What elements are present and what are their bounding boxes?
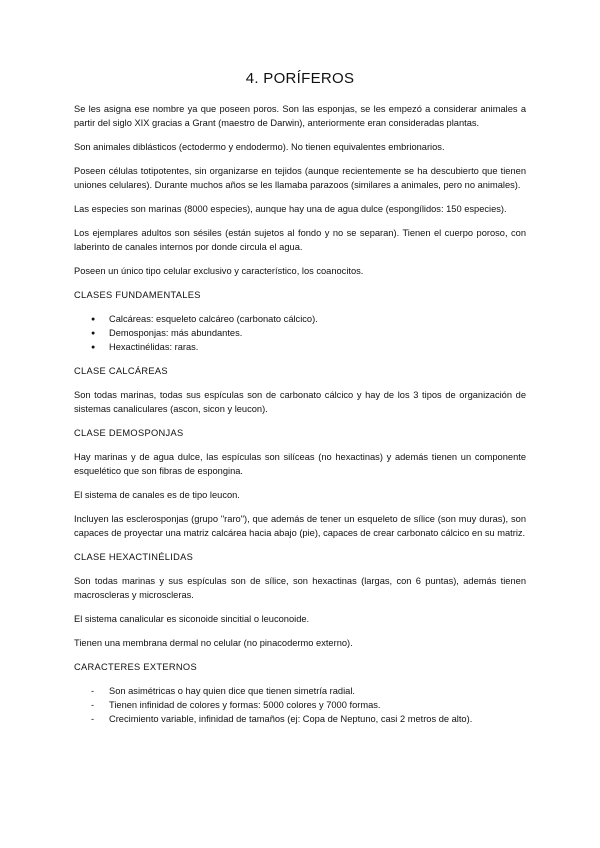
paragraph-demosponjas: Hay marinas y de agua dulce, las espículas son silíceas (no hexactinas) y además tienen un componente esquelético que son fibras de espongina.: [74, 452, 526, 476]
paragraph-totipotentes: Poseen células totipotentes, sin organizarse en tejidos (aunque recientemente se ha descubierto que tienen uniones celulares). Durante muchos años se les llamaba parazoos (similares a animales, pero no animales).: [74, 166, 526, 190]
list-item: [74, 712, 526, 726]
caracteres-list: [74, 684, 526, 726]
list-item: [74, 340, 526, 354]
page-title: 4. PORÍFEROS: [245, 70, 355, 87]
list-item-text: Calcáreas: esqueleto calcáreo (carbonato cálcico).: [109, 314, 318, 324]
heading-clase-hexactinelidas: CLASE HEXACTINÉLIDAS: [74, 552, 194, 562]
paragraph-hexactinelidas: Son todas marinas y sus espículas son de sílice, son hexactinas (largas, con 6 puntas), además tienen macroscleras y microscleras.: [74, 576, 526, 600]
paragraph-calcareas: Son todas marinas, todas sus espículas son de carbonato cálcico y hay de los 3 tipos de organización de sistemas canaliculares (ascon, sicon y leucon).: [74, 390, 526, 414]
paragraph-leucon: El sistema de canales es de tipo leucon.: [74, 490, 240, 500]
paragraph-membrana: Tienen una membrana dermal no celular (no pinacodermo externo).: [74, 638, 353, 648]
dash-icon: [91, 712, 101, 726]
clases-list: [74, 312, 526, 354]
list-item: [74, 312, 526, 326]
bullet-icon: [91, 340, 101, 356]
list-item-text: Son asimétricas o hay quien dice que tienen simetría radial.: [109, 686, 355, 696]
list-item-text: Hexactinélidas: raras.: [109, 342, 199, 352]
heading-clase-calcareas: CLASE CALCÁREAS: [74, 366, 168, 376]
heading-clases-fundamentales: CLASES FUNDAMENTALES: [74, 290, 201, 300]
paragraph-diblasticos: Son animales diblásticos (ectodermo y endodermo). No tienen equivalentes embrionarios.: [74, 142, 445, 152]
list-item-text: Demosponjas: más abundantes.: [109, 328, 243, 338]
paragraph-coanocitos: Poseen un único tipo celular exclusivo y característico, los coanocitos.: [74, 266, 364, 276]
paragraph-esclerosponjas: Incluyen las esclerosponjas (grupo "raro"), que además de tener un esqueleto de sílice (son muy duras), son capaces de proyectar una matriz calcárea hacia abajo (pie), capaces de crear carbonato cálcico en su matriz.: [74, 514, 526, 538]
paragraph-especies: Las especies son marinas (8000 especies), aunque hay una de agua dulce (espongílidos: 150 especies).: [74, 204, 507, 214]
dash-icon: [91, 684, 101, 698]
list-item: [74, 684, 526, 698]
dash-icon: [91, 698, 101, 712]
list-item-text: Tienen infinidad de colores y formas: 5000 colores y 7000 formas.: [109, 700, 381, 710]
paragraph-sesiles: Los ejemplares adultos son sésiles (están sujetos al fondo y no se separan). Tienen el cuerpo poroso, con laberinto de canales internos por donde circula el agua.: [74, 228, 526, 252]
heading-caracteres-externos: CARACTERES EXTERNOS: [74, 662, 197, 672]
list-item-text: Crecimiento variable, infinidad de tamaños (ej: Copa de Neptuno, casi 2 metros de alto).: [109, 714, 473, 724]
paragraph-intro: Se les asigna ese nombre ya que poseen poros. Son las esponjas, se les empezó a considerar animales a partir del siglo XIX gracias a Grant (maestro de Darwin), anteriormente eran consideradas plantas.: [74, 104, 526, 128]
heading-clase-demosponjas: CLASE DEMOSPONJAS: [74, 428, 184, 438]
paragraph-siconoide: El sistema canalicular es siconoide sincitial o leuconoide.: [74, 614, 310, 624]
document-body: [74, 102, 526, 736]
list-item: [74, 326, 526, 340]
list-item: [74, 698, 526, 712]
